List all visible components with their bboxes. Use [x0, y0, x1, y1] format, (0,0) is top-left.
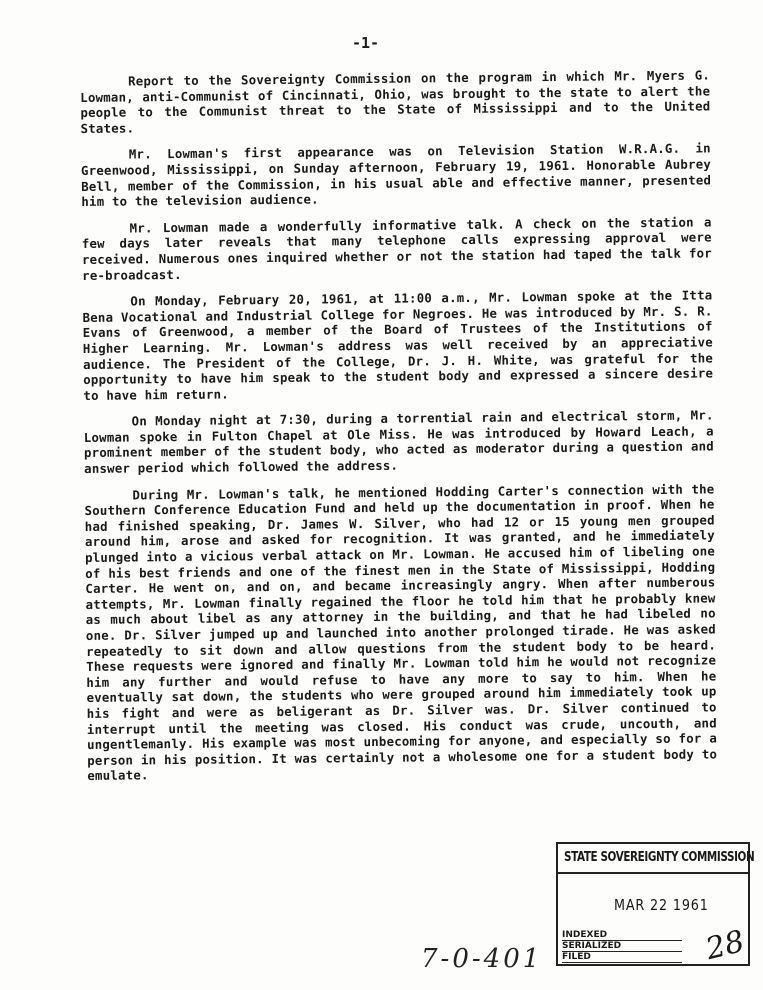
stamp-title: STATE SOVEREIGNTY COMMISSION [564, 850, 755, 865]
stamp-field-indexed: INDEXED [562, 930, 682, 941]
paragraph-ole-miss: On Monday night at 7:30, during a torrential rain and electrical storm, Mr. Lowman spoke in Fulton Chapel at Ole Miss. He was introduced by Howard Leach, a prominent member of the student body, who acted as moderator during a question and answer period which followed the address. [83, 407, 715, 477]
paragraph-response: Mr. Lowman made a wonderfully informative talk. A check on the station a few days later reveals that many telephone calls expressing approval were received. Numerous ones inquired whether or not the station had taped the talk for re-broadcast. [81, 214, 712, 283]
page-number: -1- [352, 34, 380, 52]
stamp-fields [562, 930, 682, 963]
report-body [80, 67, 718, 794]
stamp-divider [558, 872, 748, 874]
stamp-signature: 28 [702, 923, 748, 968]
stamp-field-serialized: SERIALIZED [562, 941, 682, 952]
stamp-date: MAR 22 1961 [614, 896, 709, 914]
paragraph-itta-bena: On Monday, February 20, 1961, at 11:00 a.m., Mr. Lowman spoke at the Itta Bena Vocational and Industrial College for Negroes. He was introduced by Mr. S. R. Evans of Greenwood, a member of the Board of Trustees of the Institutions of Higher Learning. Mr. Lowman's address was well received by an appreciative audience. The President of the College, Dr. J. H. White, was grateful for the opportunity to have him speak to the student body and expressed a sincere desire to have him return. [82, 287, 714, 403]
paragraph-silver-incident: During Mr. Lowman's talk, he mentioned Hodding Carter's connection with the Southern Conference Education Fund and held up the documentation in proof. When he had finished speaking, Dr. James W. Silver, who had 12 or 15 young men grouped around him, arose and asked for recognition. It was granted, and he immediately plunged into a vicious verbal attack on Mr. Lowman. He accused him of libeling one of his best friends and one of the finest men in the State of Mississippi, Hodding Carter. He went on, and on, and became increasingly angry. When after numberous attempts, Mr. Lowman finally regained the floor he told him that he probably knew as much about libel as any attorney in the building, and that he had libeled no one. Dr. Silver jumped up and launched into another prolonged tirade. He was asked repeatedly to sit down and allow questions from the student body to be heard. These requests were ignored and finally Mr. Lowman told him he would not recognize him any further and would refuse to have any more to say to him. When he eventually sat down, the students who were grouped around him immediately took up his fight and were as beligerant as Dr. Silver was. Dr. Silver continued to interrupt until the meeting was closed. His conduct was crude, uncouth, and ungentlemanly. His example was most unbecoming for anyone, and especially so for a person in his position. It was certainly not a wholesome one for a student body to emulate. [84, 481, 718, 784]
stamp-field-filed: FILED [562, 952, 682, 963]
paragraph-television: Mr. Lowman's first appearance was on Television Station W.R.A.G. in Greenwood, Mississippi, on Sunday afternoon, February 19, 1961. Honorable Aubrey Bell, member of the Commission, in his usual able and effective manner, presented him to the television audience. [80, 140, 712, 210]
commission-stamp [556, 842, 755, 968]
handwritten-file-number: 7-0-401 [421, 944, 543, 974]
paragraph-intro: Report to the Sovereignty Commission on the program in which Mr. Myers G. Lowman, anti-Communist of Cincinnati, Ohio, was brought to the state to alert the people to the Communist threat to the State of Mississippi and to the United States. [80, 67, 711, 136]
